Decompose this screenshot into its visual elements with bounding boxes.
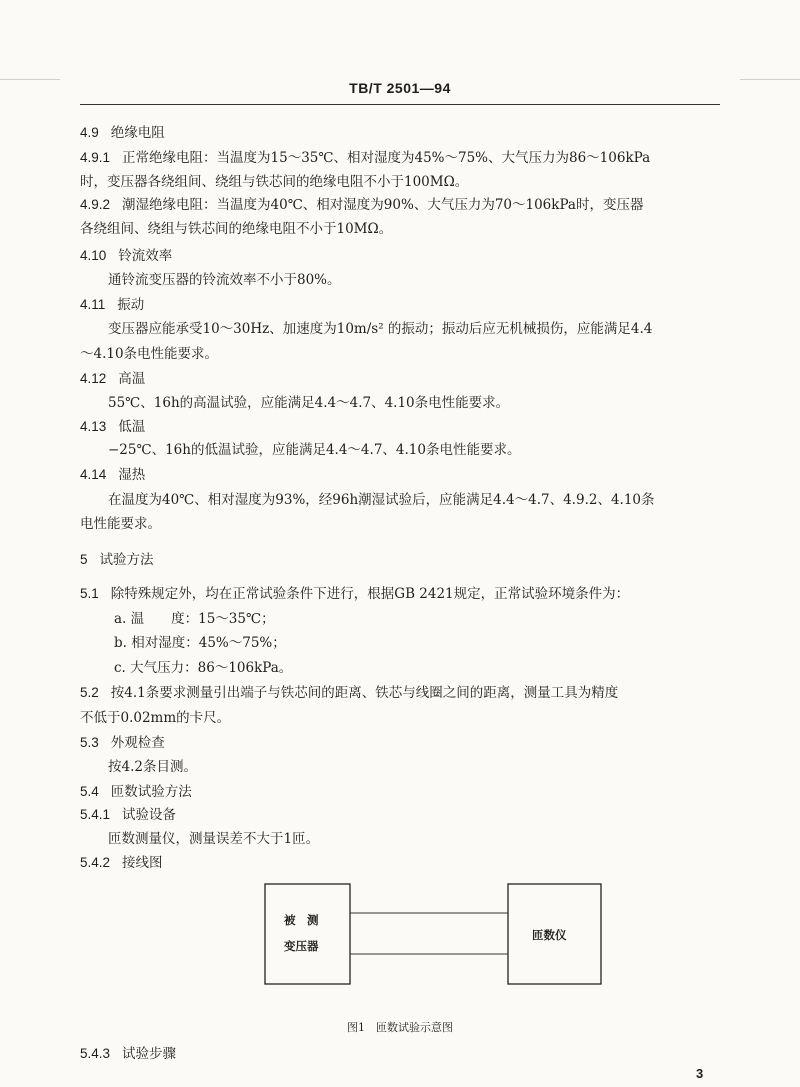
section-number: 4.12 — [80, 371, 107, 386]
section-line-5-2 — [80, 684, 618, 702]
section-number: 4.9 — [80, 125, 99, 140]
line-text: 55℃、16h的高温试验，应能满足4.4～4.7、4.10条电性能要求。 — [108, 395, 510, 411]
line-text: 各绕组间、绕组与铁芯间的绝缘电阻不小于10MΩ。 — [80, 221, 393, 237]
line-text: 匝数试验方法 — [110, 784, 192, 800]
section-line-5 — [80, 551, 154, 569]
line-text: 外观检查 — [110, 735, 165, 751]
section-number: 4.11 — [80, 297, 106, 312]
line-text: 潮湿绝缘电阻：当温度为40℃、相对湿度为90%、大气压力为70～106kPa时，变压器 — [122, 197, 644, 213]
line-text: 除特殊规定外，均在正常试验条件下进行，根据GB 2421规定，正常试验环境条件为： — [110, 586, 630, 602]
section-line-4-11 — [80, 296, 144, 314]
section-number: 5.4.1 — [80, 807, 111, 822]
section-line-4-14 — [80, 466, 145, 484]
text-line — [108, 758, 197, 776]
line-text: 铃流效率 — [118, 248, 173, 264]
section-line-5-1 — [80, 585, 629, 603]
section-number: 5.3 — [80, 735, 99, 750]
line-text: 试验方法 — [99, 552, 154, 568]
text-line — [114, 610, 275, 628]
section-line-5-4 — [80, 783, 192, 801]
line-text: a. 温 度：15～35℃； — [114, 611, 275, 627]
section-number: 5.2 — [80, 685, 99, 700]
line-text: 不低于0.02mm的卡尺。 — [80, 710, 231, 726]
line-text: 绝缘电阻 — [110, 125, 165, 141]
text-line — [80, 345, 218, 363]
line-text: 试验设备 — [122, 807, 177, 823]
text-line — [108, 271, 341, 289]
text-line — [114, 634, 286, 652]
section-number: 5.4.3 — [80, 1046, 111, 1061]
text-line — [80, 515, 161, 533]
text-line — [80, 173, 468, 191]
text-line — [108, 441, 520, 459]
standard-code-header: TB/T 2501—94 — [349, 80, 451, 96]
section-line-5-4-1 — [80, 806, 176, 824]
section-number: 4.10 — [80, 248, 107, 263]
text-line — [108, 394, 509, 412]
section-number: 5.4.2 — [80, 855, 111, 870]
transformer-label-line2: 变压器 — [284, 939, 319, 953]
line-text: 湿热 — [118, 467, 146, 483]
section-number: 4.13 — [80, 419, 107, 434]
section-line-5-4-3 — [80, 1045, 176, 1063]
header-rule — [80, 104, 720, 105]
line-text: 振动 — [117, 297, 145, 313]
text-line — [80, 220, 392, 238]
line-text: 通铃流变压器的铃流效率不小于80%。 — [108, 272, 341, 288]
section-line-4-9-1 — [80, 149, 650, 167]
line-text: 正常绝缘电阻：当温度为15～35℃、相对湿度为45%～75%、大气压力为86～106kPa — [122, 150, 651, 166]
page-number: 3 — [696, 1066, 704, 1081]
section-line-4-13 — [80, 418, 145, 436]
text-line — [108, 320, 652, 338]
line-text: ～4.10条电性能要求。 — [80, 346, 219, 362]
line-text: 高温 — [118, 371, 146, 387]
scan-artifact — [740, 79, 800, 80]
line-text: 低温 — [118, 419, 146, 435]
line-text: 变压器应能承受10～30Hz、加速度为10m/s² 的振动；振动后应无机械损伤，应能满足4.4 — [108, 321, 653, 337]
text-line — [108, 491, 655, 509]
line-text: 按4.1条要求测量引出端子与铁芯间的距离、铁芯与线圈之间的距离，测量工具为精度 — [110, 685, 619, 701]
line-text: 时，变压器各绕组间、绕组与铁芯间的绝缘电阻不小于100MΩ。 — [80, 174, 469, 190]
section-number: 5.4 — [80, 784, 99, 799]
section-line-5-3 — [80, 734, 165, 752]
line-text: 匝数测量仪，测量误差不大于1匝。 — [108, 831, 320, 847]
line-text: 试验步骤 — [122, 1046, 177, 1062]
section-line-4-12 — [80, 370, 145, 388]
line-text: −25℃、16h的低温试验，应能满足4.4～4.7、4.10条电性能要求。 — [108, 442, 521, 458]
line-text: 在温度为40℃、相对湿度为93%，经96h潮湿试验后，应能满足4.4～4.7、4.9.2、4.10条 — [108, 492, 655, 508]
line-text: 接线图 — [122, 855, 163, 871]
section-number: 4.9.1 — [80, 150, 111, 165]
section-line-4-10 — [80, 247, 172, 265]
section-line-4-9 — [80, 124, 165, 142]
text-line — [80, 709, 230, 727]
text-line — [108, 830, 319, 848]
line-text: c. 大气压力：86～106kPa。 — [114, 660, 293, 676]
line-text: b. 相对湿度：45%～75%； — [114, 635, 286, 651]
transformer-box — [265, 884, 350, 984]
line-text: 按4.2条目测。 — [108, 759, 197, 775]
section-number: 5 — [80, 552, 88, 567]
figure-caption: 图1 匝数试验示意图 — [347, 1021, 453, 1034]
section-number: 5.1 — [80, 586, 99, 601]
section-line-5-4-2 — [80, 854, 163, 872]
section-line-4-9-2 — [80, 196, 643, 214]
scan-artifact — [0, 79, 60, 80]
line-text: 电性能要求。 — [80, 516, 161, 532]
section-number: 4.14 — [80, 467, 107, 482]
turns-meter-label: 匝数仪 — [532, 928, 567, 942]
text-line — [114, 659, 292, 677]
transformer-label-line1: 被 测 — [284, 913, 319, 927]
section-number: 4.9.2 — [80, 197, 111, 212]
